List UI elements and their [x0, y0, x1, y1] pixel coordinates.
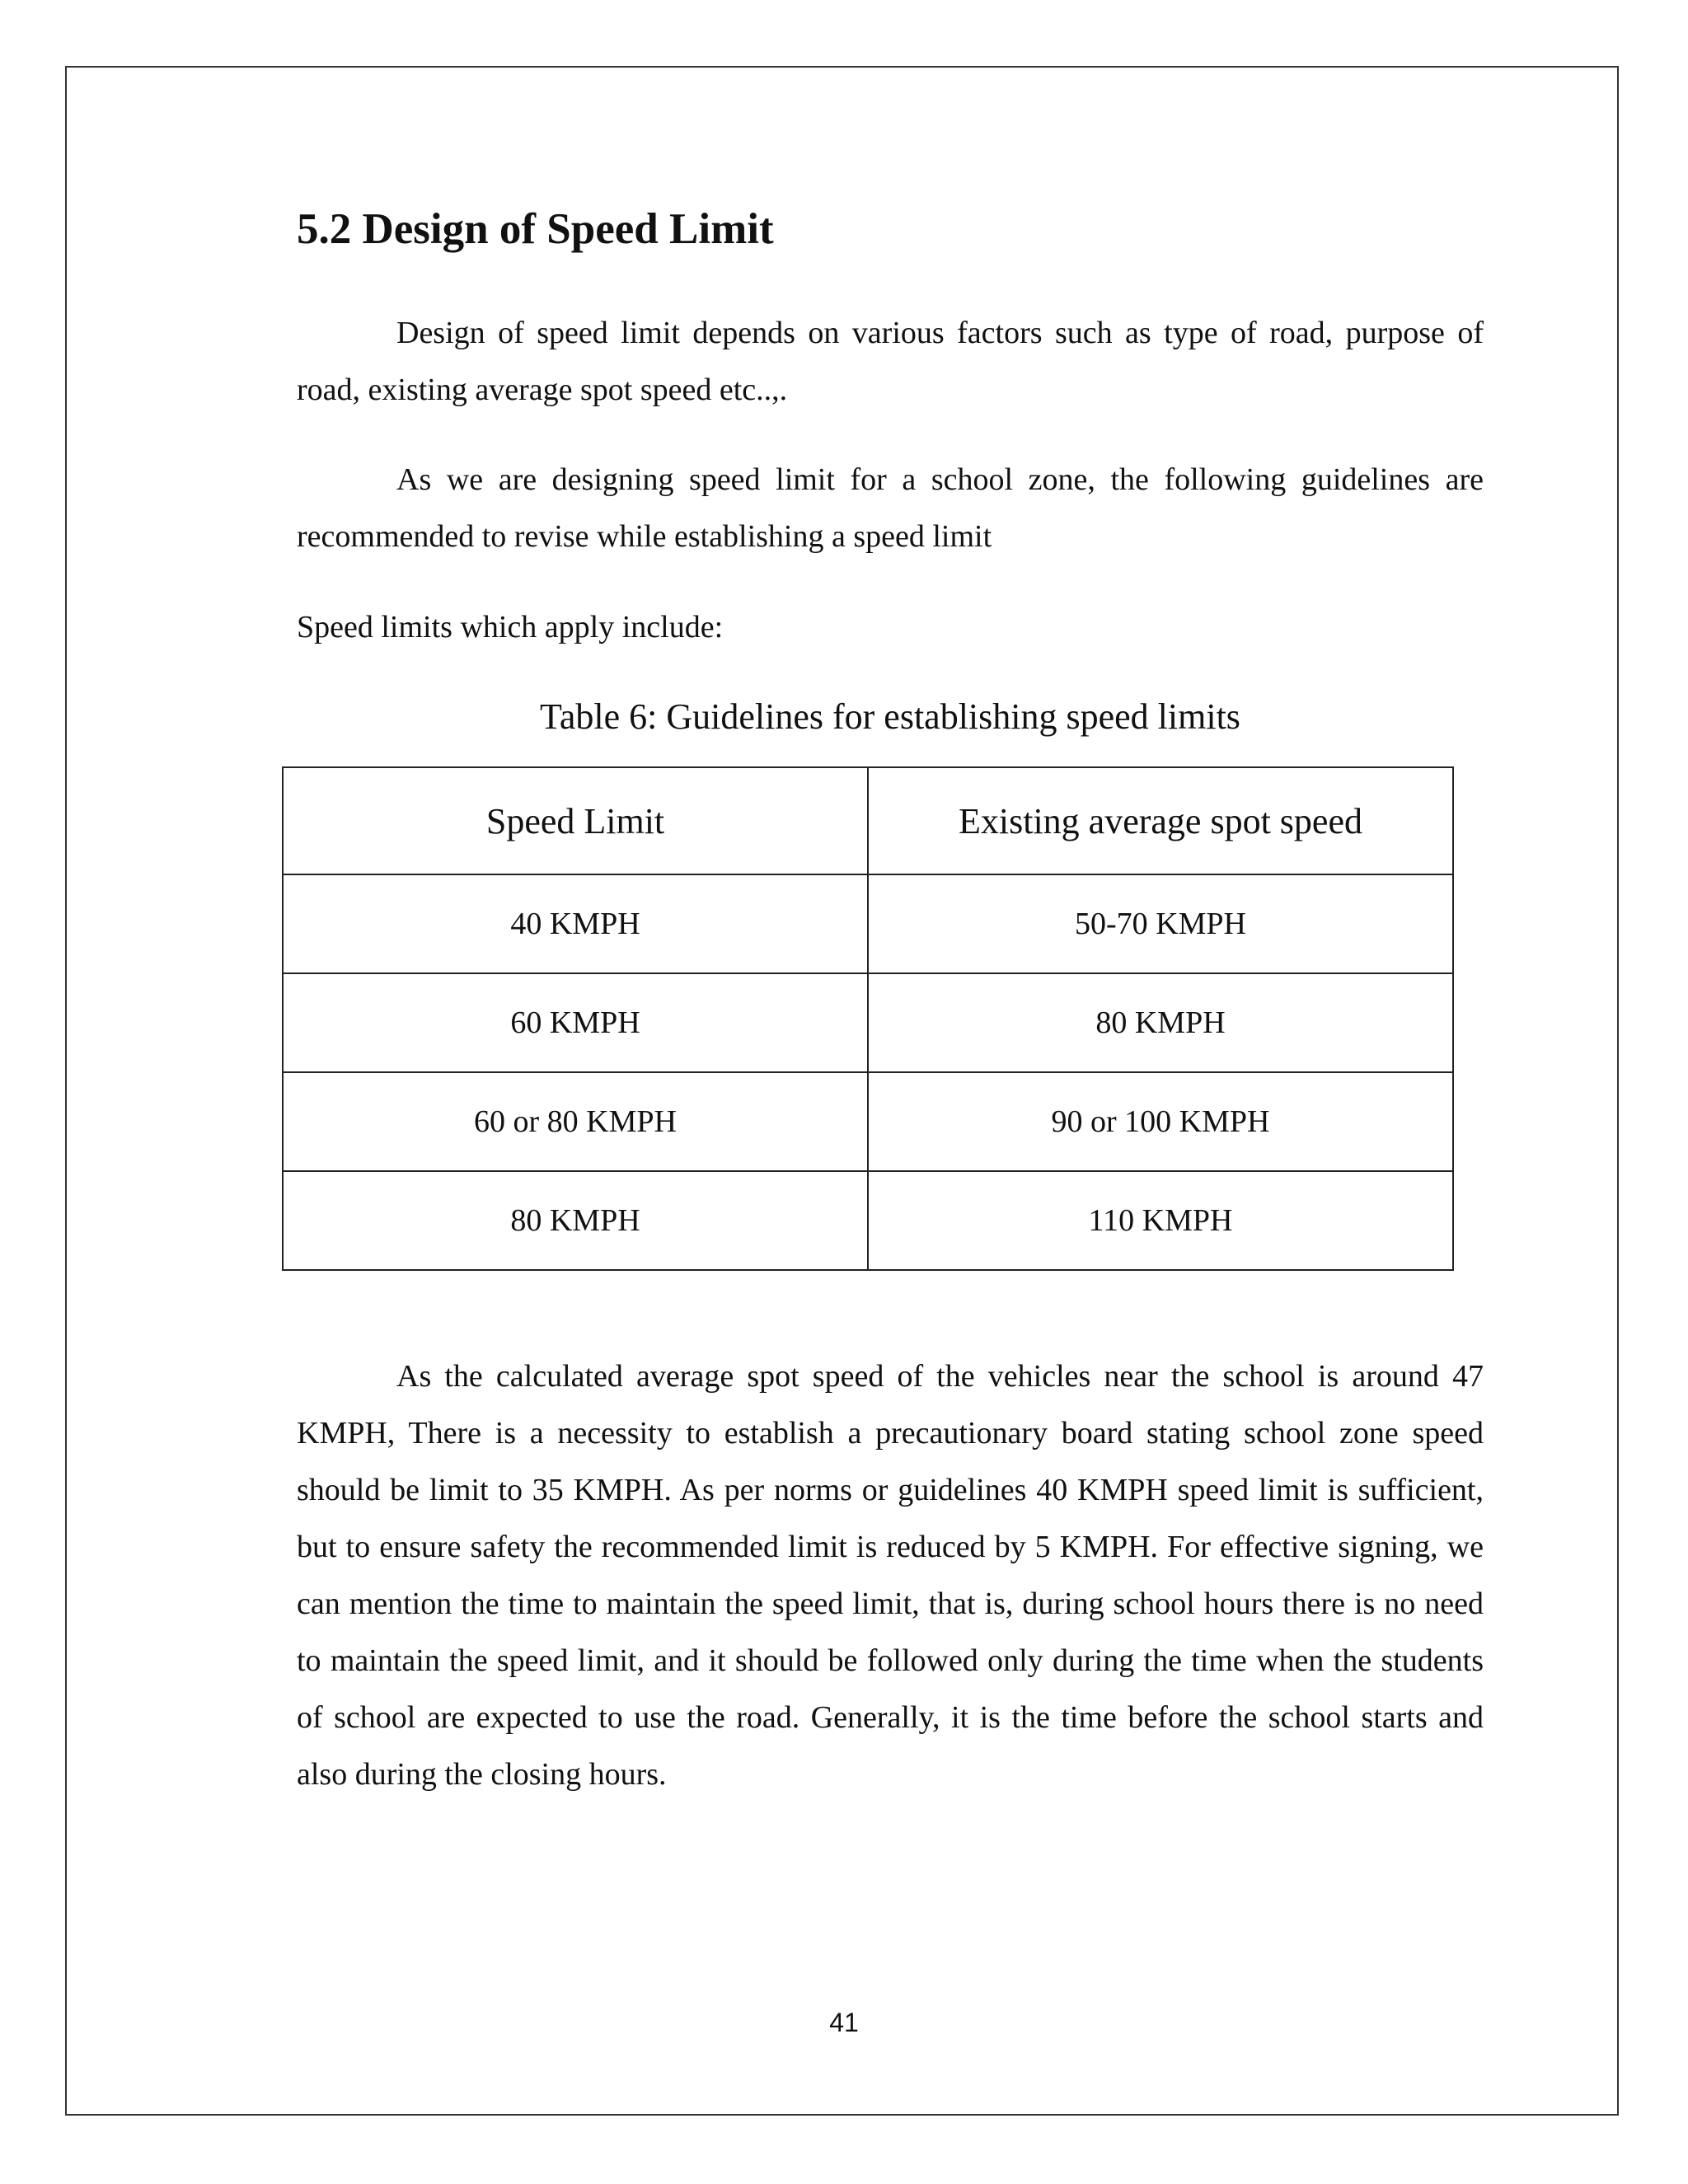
table-row	[283, 874, 1453, 973]
table-cell-existing-speed: 50-70 KMPH	[868, 874, 1453, 973]
paragraph-speed-limits-apply: Speed limits which apply include:	[297, 610, 724, 644]
section-title: 5.2 Design of Speed Limit	[297, 205, 774, 253]
table-caption: Table 6: Guidelines for establishing speed limits	[540, 696, 1240, 737]
page-number: 41	[829, 2008, 859, 2037]
table-header-row	[283, 767, 1453, 874]
table-header-existing-speed: Existing average spot speed	[868, 767, 1453, 874]
table-cell-speed-limit: 40 KMPH	[283, 874, 868, 973]
table-cell-speed-limit: 60 KMPH	[283, 973, 868, 1072]
paragraph-intro: Design of speed limit depends on various factors such as type of road, purpose of road, existing average spot speed etc..,.	[297, 316, 1484, 407]
speed-limit-table	[282, 766, 1454, 1271]
table-cell-existing-speed: 80 KMPH	[868, 973, 1453, 1072]
table-cell-speed-limit: 80 KMPH	[283, 1171, 868, 1270]
table-cell-existing-speed: 90 or 100 KMPH	[868, 1072, 1453, 1171]
paragraph-recommendation: As the calculated average spot speed of the vehicles near the school is around 47 KMPH, There is a necessity to establish a precautionary board stating school zone speed should be limit to 35 KMPH. As per norms or guidelines 40 KMPH speed limit is sufficient, but to ensure safety the recommended limit is reduced by 5 KMPH. For effective signing, we can mention the time to maintain the speed limit, that is, during school hours there is no need to maintain the speed limit, and it should be followed only during the time when the students of school are expected to use the road. Generally, it is the time before the school starts and also during the closing hours.	[297, 1359, 1484, 1792]
paragraph-school-zone: As we are designing speed limit for a school zone, the following guidelines are recommended to revise while establishing a speed limit	[297, 462, 1484, 554]
table-row	[283, 973, 1453, 1072]
table-row	[283, 1171, 1453, 1270]
table-header-speed-limit: Speed Limit	[283, 767, 868, 874]
table-cell-speed-limit: 60 or 80 KMPH	[283, 1072, 868, 1171]
table-cell-existing-speed: 110 KMPH	[868, 1171, 1453, 1270]
table-row	[283, 1072, 1453, 1171]
